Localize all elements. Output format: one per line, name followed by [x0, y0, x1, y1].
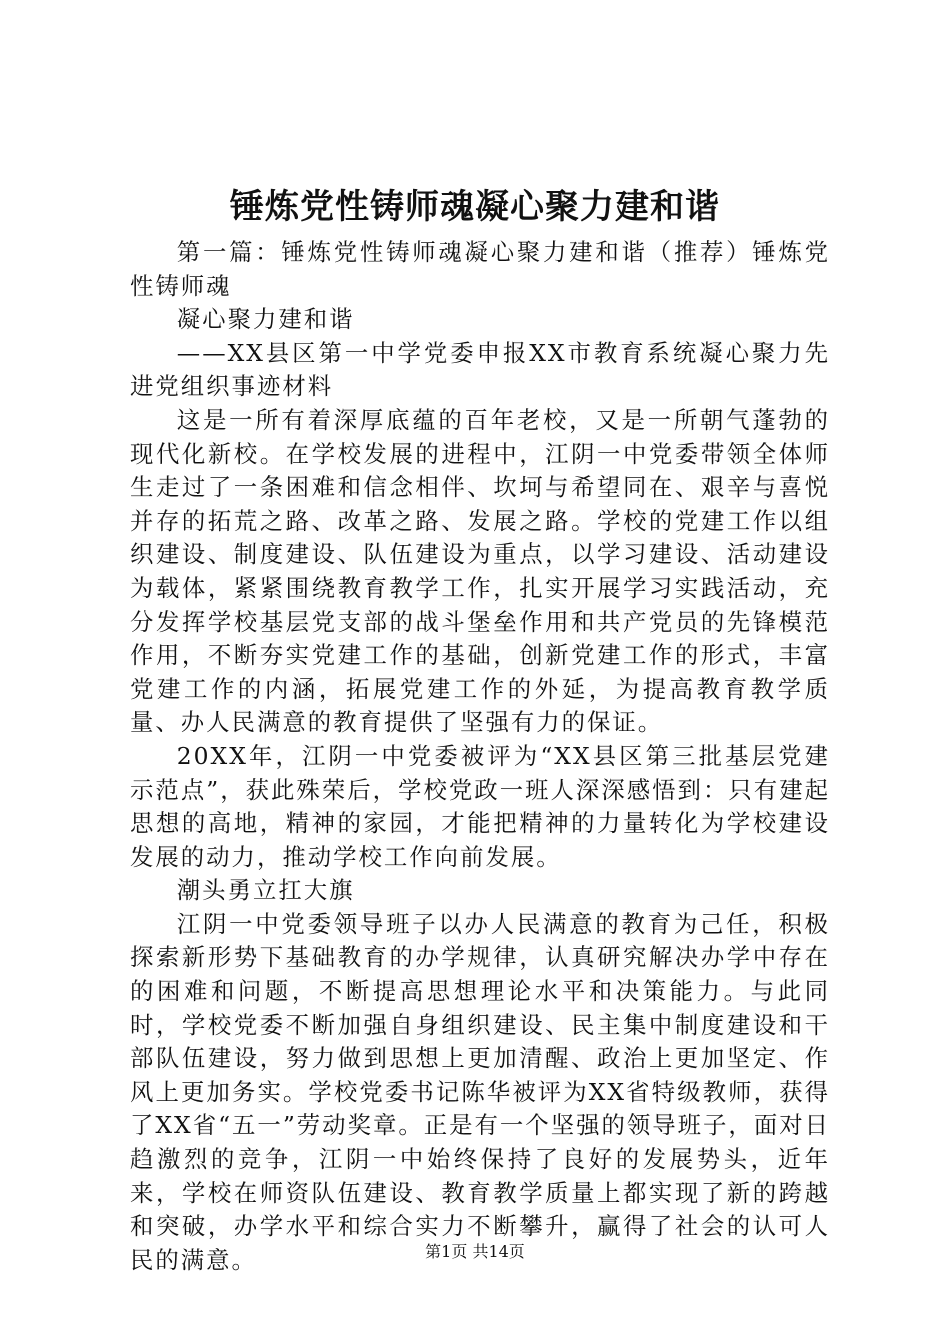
document-body — [130, 236, 830, 1277]
paragraph-leadership: 江阴一中党委领导班子以办人民满意的教育为己任，积极探索新形势下基础教育的办学规律，认真研究解决办学中存在的困难和问题，不断提高思想理论水平和决策能力。与此同时，学校党委不断加强自身组织建设、民主集中制度建设和干部队伍建设，努力做到思想上更加清醒、政治上更加坚定、作风上更加务实。学校党委书记陈华被评为XX省特级教师，获得了XX省“五一”劳动奖章。正是有一个坚强的领导班子，面对日趋激烈的竞争，江阴一中始终保持了良好的发展势头，近年来，学校在师资队伍建设、教育教学质量上都实现了新的跨越和突破，办学水平和综合实力不断攀升，赢得了社会的认可人民的满意。 — [130, 909, 830, 1274]
paragraph-byline: ——XX县区第一中学党委申报XX市教育系统凝心聚力先进党组织事迹材料 — [130, 338, 830, 401]
paragraph-intro: 这是一所有着深厚底蕴的百年老校，又是一所朝气蓬勃的现代化新校。在学校发展的进程中，江阴一中党委带领全体师生走过了一条困难和信念相伴、坎坷与希望同在、艰辛与喜悦并存的拓荒之路、改革之路、发展之路。学校的党建工作以组织建设、制度建设、队伍建设为重点，以学习建设、活动建设为载体，紧紧围绕教育教学工作，扎实开展学习实践活动，充分发挥学校基层党支部的战斗堡垒作用和共产党员的先锋模范作用，不断夯实党建工作的基础，创新党建工作的形式，丰富党建工作的内涵，拓展党建工作的外延，为提高教育教学质量、办人民满意的教育提供了坚强有力的保证。 — [130, 405, 830, 737]
document-title: 锤炼党性铸师魂凝心聚力建和谐 — [230, 187, 720, 227]
paragraph-subtitle: 凝心聚力建和谐 — [176, 305, 355, 334]
paragraph-heading-1: 第一篇：锤炼党性铸师魂凝心聚力建和谐（推荐）锤炼党性铸师魂 — [130, 238, 830, 300]
page-indicator: 第1页 共14页 — [425, 1242, 525, 1261]
paragraph-section-heading: 潮头勇立扛大旗 — [176, 876, 355, 905]
paragraph-award: 20XX年，江阴一中党委被评为“XX县区第三批基层党建示范点”，获此殊荣后，学校党政一班人深深感悟到：只有建起思想的高地，精神的家园，才能把精神的力量转化为学校建设发展的动力，推动学校工作向前发展。 — [130, 741, 830, 871]
